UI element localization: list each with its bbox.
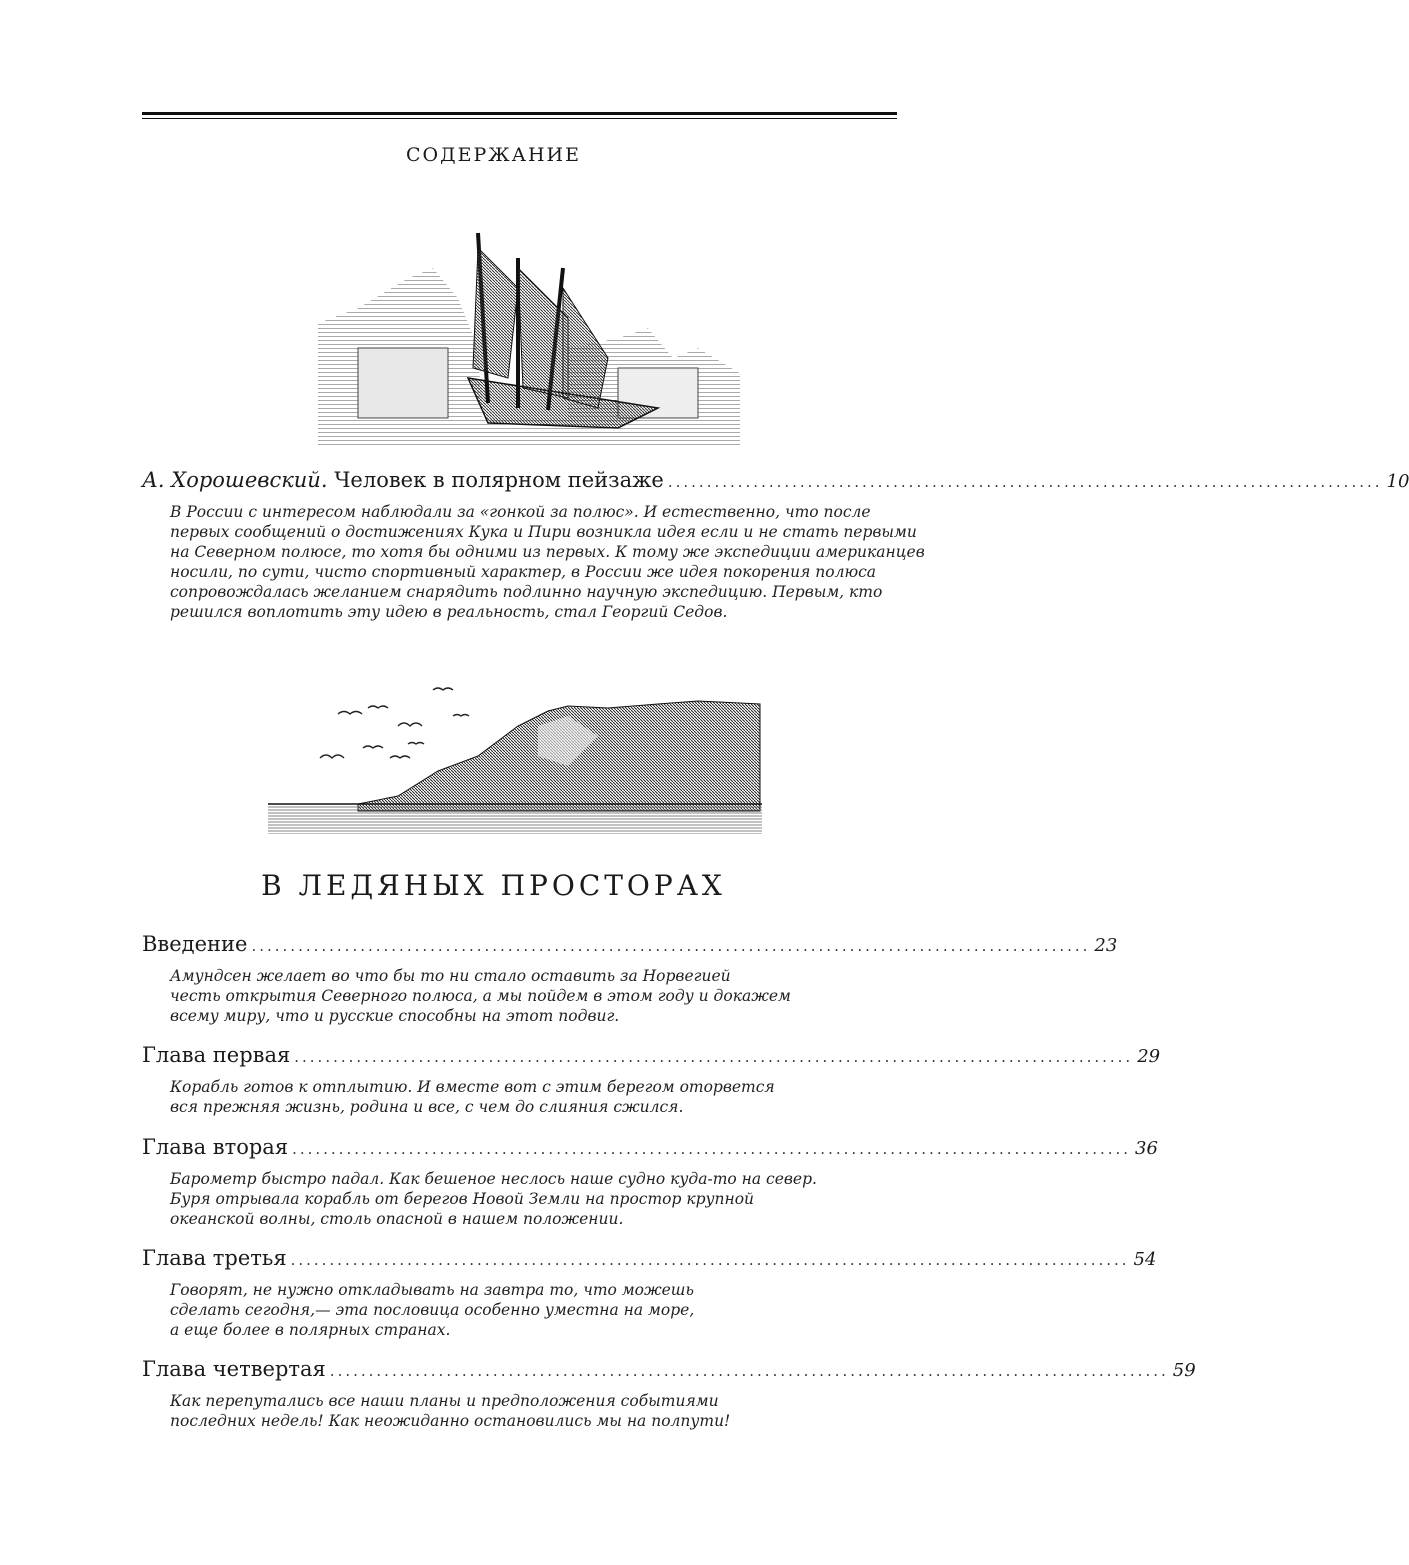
toc-entry bbox=[142, 1244, 1157, 1340]
dot-leader: ............................................................................................ bbox=[667, 473, 1383, 491]
abstract-line: Буря отрывала корабль от берегов Новой Земли на простор крупной bbox=[170, 1190, 755, 1208]
intro-abstract bbox=[170, 502, 925, 622]
ship-in-ice-illustration bbox=[318, 228, 740, 446]
abstract-line: честь открытия Северного полюса, а мы пойдем в этом году и докажем bbox=[170, 987, 791, 1005]
toc-entry bbox=[142, 1133, 1158, 1229]
entry-page-number: 36 bbox=[1135, 1138, 1158, 1159]
abstract-line: последних недель! Как неожиданно остановились мы на полпути! bbox=[170, 1412, 731, 1430]
dot-leader: ............................................................................................................ bbox=[294, 1048, 1134, 1066]
abstract-line: В России с интересом наблюдали за «гонкой за полюс». И естественно, что после bbox=[170, 503, 871, 521]
toc-line[interactable] bbox=[142, 1244, 1157, 1274]
intro-author: А. Хорошевский. bbox=[142, 468, 328, 492]
abstract-line: океанской волны, столь опасной в нашем положении. bbox=[170, 1210, 624, 1228]
abstract-line: решился воплотить эту идею в реальность, стал Георгий Седов. bbox=[170, 603, 728, 621]
entry-abstract bbox=[170, 1077, 897, 1117]
abstract-line: сопровождалась желанием снарядить подлинно научную экспедицию. Первым, кто bbox=[170, 583, 883, 601]
abstract-line: Барометр быстро падал. Как бешеное неслось наше судно куда-то на север. bbox=[170, 1170, 817, 1188]
entry-title: Глава первая bbox=[142, 1043, 291, 1067]
dot-leader: ............................................................................................................ bbox=[329, 1362, 1169, 1380]
entry-page-number: 29 bbox=[1137, 1046, 1161, 1067]
abstract-line: а еще более в полярных странах. bbox=[170, 1321, 451, 1339]
toc-line[interactable] bbox=[142, 1133, 1158, 1163]
entry-page-number: 54 bbox=[1133, 1249, 1157, 1270]
entry-page-number: 59 bbox=[1172, 1360, 1196, 1381]
toc-line[interactable] bbox=[142, 1355, 1196, 1385]
contents-heading: СОДЕРЖАНИЕ bbox=[406, 144, 581, 166]
abstract-line: Как перепутались все наши планы и предположения событиями bbox=[170, 1392, 719, 1410]
top-rule-thick bbox=[142, 112, 897, 115]
abstract-line: на Северном полюсе, то хотя бы одними из первых. К тому же экспедиции американцев bbox=[170, 543, 925, 561]
entry-title: Глава третья bbox=[142, 1246, 287, 1270]
entry-title: Глава вторая bbox=[142, 1135, 289, 1159]
toc-entry bbox=[142, 1355, 1196, 1431]
entry-abstract bbox=[170, 1280, 897, 1340]
abstract-line: сделать сегодня,— эта пословица особенно уместна на море, bbox=[170, 1301, 695, 1319]
entry-title: Глава четвертая bbox=[142, 1357, 326, 1381]
toc-line[interactable] bbox=[142, 1041, 1161, 1071]
top-rule-thin bbox=[142, 118, 897, 119]
toc-entry bbox=[142, 1041, 1161, 1117]
toc-line[interactable] bbox=[142, 930, 1118, 960]
abstract-line: первых сообщений о достижениях Кука и Пири возникла идея если и не стать первыми bbox=[170, 523, 917, 541]
entry-title: Введение bbox=[142, 932, 248, 956]
abstract-line: Говорят, не нужно откладывать на завтра то, что можешь bbox=[170, 1281, 694, 1299]
dot-leader: ............................................................................................................ bbox=[251, 937, 1091, 955]
intro-title-text: Человек в полярном пейзаже bbox=[334, 468, 664, 492]
intro-entry bbox=[142, 466, 1409, 622]
dot-leader: ............................................................................................................ bbox=[290, 1251, 1130, 1269]
entry-page-number: 23 bbox=[1094, 935, 1118, 956]
abstract-line: носили, по сути, чисто спортивный характер, в России же идея покорения полюса bbox=[170, 563, 877, 581]
coast-illustration bbox=[268, 686, 762, 836]
dot-leader: ............................................................................................................ bbox=[292, 1140, 1132, 1158]
entry-abstract bbox=[170, 1391, 897, 1431]
intro-toc-line[interactable] bbox=[142, 466, 1409, 496]
abstract-line: Амундсен желает во что бы то ни стало оставить за Норвегией bbox=[170, 967, 731, 985]
intro-page-number: 10 bbox=[1386, 471, 1409, 492]
intro-title bbox=[142, 466, 664, 494]
entry-abstract bbox=[170, 1169, 897, 1229]
abstract-line: всему миру, что и русские способны на этот подвиг. bbox=[170, 1007, 620, 1025]
section-title: В ЛЕДЯНЫХ ПРОСТОРАХ bbox=[261, 869, 726, 902]
entry-abstract bbox=[170, 966, 897, 1026]
abstract-line: вся прежняя жизнь, родина и все, с чем до слияния сжился. bbox=[170, 1098, 684, 1116]
abstract-line: Корабль готов к отплытию. И вместе вот с этим берегом оторвется bbox=[170, 1078, 775, 1096]
toc-entry bbox=[142, 930, 1118, 1026]
